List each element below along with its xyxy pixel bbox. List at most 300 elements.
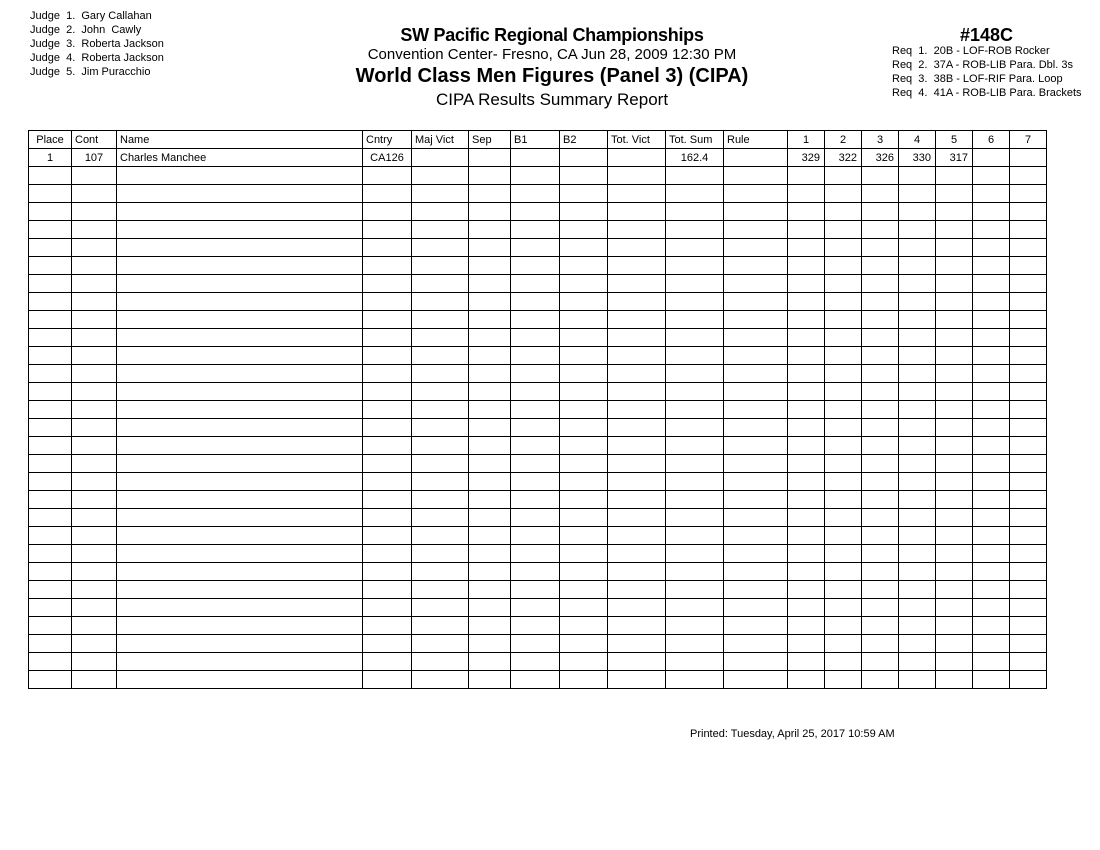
table-cell bbox=[1010, 329, 1047, 347]
table-cell bbox=[412, 671, 469, 689]
table-cell bbox=[788, 455, 825, 473]
judge-entry: Judge 5. Jim Puracchio bbox=[30, 66, 151, 78]
table-cell bbox=[899, 275, 936, 293]
table-cell bbox=[117, 563, 363, 581]
table-cell bbox=[899, 257, 936, 275]
table-row bbox=[29, 455, 1047, 473]
table-cell bbox=[666, 419, 724, 437]
table-cell bbox=[363, 203, 412, 221]
table-cell bbox=[724, 527, 788, 545]
table-cell bbox=[29, 221, 72, 239]
column-header: Rule bbox=[724, 131, 788, 149]
table-cell bbox=[511, 635, 560, 653]
table-cell bbox=[1010, 257, 1047, 275]
results-table bbox=[28, 130, 1047, 689]
table-cell bbox=[788, 203, 825, 221]
table-cell bbox=[412, 185, 469, 203]
table-cell bbox=[899, 563, 936, 581]
table-cell bbox=[511, 221, 560, 239]
table-cell bbox=[608, 293, 666, 311]
table-cell bbox=[666, 671, 724, 689]
table-cell bbox=[862, 221, 899, 239]
table-cell bbox=[724, 545, 788, 563]
table-cell bbox=[862, 437, 899, 455]
table-cell bbox=[724, 473, 788, 491]
table-cell bbox=[363, 527, 412, 545]
table-cell bbox=[29, 257, 72, 275]
table-cell bbox=[117, 491, 363, 509]
table-cell bbox=[560, 221, 608, 239]
table-cell bbox=[788, 185, 825, 203]
table-row bbox=[29, 365, 1047, 383]
table-cell bbox=[973, 401, 1010, 419]
column-header: 1 bbox=[788, 131, 825, 149]
table-cell bbox=[560, 383, 608, 401]
table-cell bbox=[724, 419, 788, 437]
table-cell bbox=[973, 311, 1010, 329]
table-row bbox=[29, 329, 1047, 347]
table-cell bbox=[788, 293, 825, 311]
requirement-entry: Req 1. 20B - LOF-ROB Rocker bbox=[892, 45, 1050, 57]
table-cell bbox=[29, 509, 72, 527]
table-cell bbox=[29, 365, 72, 383]
table-cell bbox=[899, 671, 936, 689]
table-cell bbox=[724, 185, 788, 203]
table-cell bbox=[560, 293, 608, 311]
table-cell bbox=[825, 221, 862, 239]
table-cell bbox=[724, 365, 788, 383]
table-cell bbox=[1010, 671, 1047, 689]
table-cell bbox=[560, 563, 608, 581]
table-cell bbox=[117, 527, 363, 545]
table-cell bbox=[412, 293, 469, 311]
table-cell bbox=[363, 581, 412, 599]
table-cell bbox=[1010, 383, 1047, 401]
table-cell bbox=[936, 599, 973, 617]
table-cell bbox=[412, 275, 469, 293]
table-cell bbox=[862, 329, 899, 347]
table-cell bbox=[724, 347, 788, 365]
table-cell: 1 bbox=[29, 149, 72, 167]
table-cell bbox=[469, 509, 511, 527]
table-cell bbox=[1010, 239, 1047, 257]
table-cell bbox=[29, 581, 72, 599]
table-cell bbox=[862, 509, 899, 527]
table-cell bbox=[608, 617, 666, 635]
table-cell bbox=[666, 599, 724, 617]
table-cell bbox=[724, 581, 788, 599]
table-cell bbox=[724, 293, 788, 311]
table-cell bbox=[363, 311, 412, 329]
table-cell bbox=[1010, 293, 1047, 311]
table-cell bbox=[412, 653, 469, 671]
table-cell bbox=[29, 437, 72, 455]
table-cell bbox=[511, 347, 560, 365]
table-cell bbox=[72, 239, 117, 257]
table-cell bbox=[511, 257, 560, 275]
table-cell bbox=[788, 617, 825, 635]
table-cell bbox=[608, 491, 666, 509]
table-cell bbox=[560, 671, 608, 689]
table-row bbox=[29, 221, 1047, 239]
table-cell bbox=[412, 509, 469, 527]
table-cell bbox=[666, 167, 724, 185]
table-cell bbox=[936, 437, 973, 455]
table-cell bbox=[29, 455, 72, 473]
table-cell bbox=[973, 221, 1010, 239]
table-cell bbox=[117, 293, 363, 311]
table-cell bbox=[788, 311, 825, 329]
table-cell bbox=[117, 257, 363, 275]
printed-timestamp: Printed: Tuesday, April 25, 2017 10:59 AM bbox=[690, 728, 895, 740]
table-cell bbox=[608, 455, 666, 473]
table-cell bbox=[29, 599, 72, 617]
table-cell bbox=[560, 257, 608, 275]
table-cell bbox=[363, 599, 412, 617]
event-number: #148C bbox=[960, 25, 1014, 45]
table-cell bbox=[363, 365, 412, 383]
table-cell bbox=[862, 401, 899, 419]
table-cell bbox=[363, 473, 412, 491]
table-cell bbox=[666, 365, 724, 383]
table-cell bbox=[511, 203, 560, 221]
table-cell bbox=[469, 419, 511, 437]
table-cell bbox=[608, 671, 666, 689]
table-cell bbox=[560, 311, 608, 329]
table-cell bbox=[724, 617, 788, 635]
table-cell bbox=[72, 635, 117, 653]
table-cell bbox=[862, 347, 899, 365]
table-cell bbox=[788, 401, 825, 419]
table-cell bbox=[666, 275, 724, 293]
table-cell bbox=[1010, 275, 1047, 293]
table-cell bbox=[469, 545, 511, 563]
table-cell bbox=[666, 239, 724, 257]
table-cell bbox=[412, 599, 469, 617]
table-cell bbox=[469, 185, 511, 203]
table-cell: 329 bbox=[788, 149, 825, 167]
table-cell bbox=[412, 203, 469, 221]
table-cell bbox=[973, 149, 1010, 167]
table-cell bbox=[363, 275, 412, 293]
table-cell bbox=[666, 347, 724, 365]
table-cell bbox=[724, 311, 788, 329]
table-cell bbox=[608, 473, 666, 491]
table-cell bbox=[899, 635, 936, 653]
table-cell bbox=[666, 293, 724, 311]
table-cell bbox=[469, 437, 511, 455]
table-cell bbox=[973, 527, 1010, 545]
table-cell bbox=[469, 527, 511, 545]
table-cell bbox=[72, 311, 117, 329]
table-cell bbox=[724, 329, 788, 347]
table-cell bbox=[973, 653, 1010, 671]
table-cell bbox=[511, 275, 560, 293]
table-cell bbox=[412, 347, 469, 365]
table-cell bbox=[936, 491, 973, 509]
table-cell bbox=[117, 383, 363, 401]
table-cell bbox=[973, 239, 1010, 257]
table-cell bbox=[666, 653, 724, 671]
table-cell bbox=[29, 671, 72, 689]
table-cell bbox=[862, 383, 899, 401]
table-cell bbox=[788, 239, 825, 257]
column-header: Tot. Sum bbox=[666, 131, 724, 149]
table-cell bbox=[724, 239, 788, 257]
table-cell bbox=[936, 185, 973, 203]
table-cell bbox=[862, 491, 899, 509]
table-cell bbox=[862, 653, 899, 671]
table-cell bbox=[899, 581, 936, 599]
table-cell bbox=[608, 365, 666, 383]
table-cell bbox=[469, 257, 511, 275]
table-cell bbox=[608, 599, 666, 617]
table-cell bbox=[29, 527, 72, 545]
table-row bbox=[29, 383, 1047, 401]
table-row bbox=[29, 185, 1047, 203]
table-cell bbox=[973, 455, 1010, 473]
column-header: B2 bbox=[560, 131, 608, 149]
table-cell bbox=[608, 401, 666, 419]
table-cell bbox=[724, 383, 788, 401]
table-cell bbox=[511, 401, 560, 419]
column-header: 5 bbox=[936, 131, 973, 149]
table-cell bbox=[862, 581, 899, 599]
table-cell bbox=[973, 599, 1010, 617]
table-cell bbox=[862, 293, 899, 311]
table-row bbox=[29, 563, 1047, 581]
table-cell bbox=[788, 347, 825, 365]
table-cell bbox=[469, 293, 511, 311]
table-cell bbox=[560, 275, 608, 293]
table-cell bbox=[788, 257, 825, 275]
table-cell bbox=[973, 545, 1010, 563]
table-cell bbox=[363, 653, 412, 671]
table-cell bbox=[363, 167, 412, 185]
table-cell bbox=[724, 599, 788, 617]
table-cell bbox=[511, 239, 560, 257]
table-cell bbox=[412, 527, 469, 545]
table-cell bbox=[117, 509, 363, 527]
table-cell bbox=[469, 347, 511, 365]
table-cell bbox=[724, 221, 788, 239]
table-cell bbox=[724, 275, 788, 293]
table-cell bbox=[469, 149, 511, 167]
table-cell bbox=[560, 509, 608, 527]
table-cell bbox=[666, 473, 724, 491]
table-row bbox=[29, 635, 1047, 653]
table-cell bbox=[666, 581, 724, 599]
table-cell bbox=[899, 311, 936, 329]
table-cell bbox=[608, 275, 666, 293]
table-cell bbox=[825, 167, 862, 185]
table-cell bbox=[608, 563, 666, 581]
report-title: CIPA Results Summary Report bbox=[435, 90, 669, 109]
table-cell bbox=[825, 491, 862, 509]
table-cell bbox=[899, 437, 936, 455]
table-cell bbox=[724, 401, 788, 419]
table-cell bbox=[788, 635, 825, 653]
table-cell bbox=[1010, 185, 1047, 203]
table-cell bbox=[412, 617, 469, 635]
table-cell bbox=[899, 509, 936, 527]
table-cell bbox=[899, 401, 936, 419]
table-cell bbox=[412, 455, 469, 473]
table-cell bbox=[511, 671, 560, 689]
table-cell bbox=[511, 185, 560, 203]
table-cell bbox=[899, 653, 936, 671]
table-cell bbox=[72, 671, 117, 689]
table-row bbox=[29, 599, 1047, 617]
table-cell bbox=[788, 563, 825, 581]
table-cell bbox=[1010, 311, 1047, 329]
table-cell bbox=[862, 419, 899, 437]
table-row bbox=[29, 581, 1047, 599]
table-cell bbox=[666, 635, 724, 653]
column-header: 2 bbox=[825, 131, 862, 149]
table-cell bbox=[363, 347, 412, 365]
table-cell bbox=[1010, 347, 1047, 365]
table-cell bbox=[724, 149, 788, 167]
table-cell bbox=[1010, 167, 1047, 185]
table-cell bbox=[724, 635, 788, 653]
table-cell bbox=[117, 581, 363, 599]
table-cell bbox=[724, 203, 788, 221]
table-cell bbox=[936, 671, 973, 689]
table-cell bbox=[1010, 491, 1047, 509]
table-cell bbox=[469, 671, 511, 689]
table-cell bbox=[560, 329, 608, 347]
table-row bbox=[29, 293, 1047, 311]
table-row bbox=[29, 419, 1047, 437]
table-row bbox=[29, 275, 1047, 293]
table-cell bbox=[825, 473, 862, 491]
table-cell bbox=[788, 491, 825, 509]
table-cell bbox=[825, 275, 862, 293]
table-cell bbox=[1010, 617, 1047, 635]
table-cell bbox=[608, 635, 666, 653]
table-cell bbox=[29, 203, 72, 221]
table-row bbox=[29, 203, 1047, 221]
table-cell bbox=[936, 347, 973, 365]
table-cell bbox=[511, 491, 560, 509]
table-cell bbox=[724, 671, 788, 689]
table-cell bbox=[29, 383, 72, 401]
table-cell bbox=[788, 509, 825, 527]
table-cell bbox=[511, 329, 560, 347]
table-cell bbox=[469, 329, 511, 347]
table-cell bbox=[363, 635, 412, 653]
table-cell bbox=[936, 311, 973, 329]
table-cell bbox=[862, 599, 899, 617]
table-cell bbox=[973, 473, 1010, 491]
table-cell bbox=[899, 239, 936, 257]
table-cell bbox=[1010, 563, 1047, 581]
table-cell bbox=[862, 257, 899, 275]
table-cell bbox=[825, 419, 862, 437]
table-cell bbox=[973, 491, 1010, 509]
table-row bbox=[29, 671, 1047, 689]
table-row bbox=[29, 545, 1047, 563]
table-cell bbox=[469, 473, 511, 491]
column-header: 3 bbox=[862, 131, 899, 149]
column-header: Sep bbox=[469, 131, 511, 149]
table-cell bbox=[1010, 149, 1047, 167]
table-row bbox=[29, 149, 1047, 167]
table-cell bbox=[29, 617, 72, 635]
table-cell bbox=[412, 563, 469, 581]
table-cell bbox=[936, 383, 973, 401]
table-cell bbox=[560, 239, 608, 257]
table-cell bbox=[862, 563, 899, 581]
table-cell bbox=[1010, 473, 1047, 491]
table-cell bbox=[825, 203, 862, 221]
table-cell bbox=[363, 455, 412, 473]
table-cell bbox=[363, 383, 412, 401]
table-cell bbox=[825, 671, 862, 689]
table-cell bbox=[412, 329, 469, 347]
table-cell bbox=[1010, 527, 1047, 545]
table-cell bbox=[72, 509, 117, 527]
category-title: World Class Men Figures (Panel 3) (CIPA) bbox=[355, 65, 749, 87]
table-cell bbox=[862, 203, 899, 221]
table-cell bbox=[72, 383, 117, 401]
table-cell bbox=[936, 635, 973, 653]
table-cell bbox=[608, 329, 666, 347]
table-row bbox=[29, 617, 1047, 635]
table-row bbox=[29, 311, 1047, 329]
table-body bbox=[29, 149, 1047, 689]
table-cell bbox=[825, 437, 862, 455]
table-cell bbox=[72, 491, 117, 509]
table-cell bbox=[666, 257, 724, 275]
table-cell bbox=[1010, 419, 1047, 437]
table-cell bbox=[72, 293, 117, 311]
table-cell bbox=[560, 617, 608, 635]
table-cell bbox=[117, 365, 363, 383]
table-cell: CA126 bbox=[363, 149, 412, 167]
table-cell bbox=[666, 185, 724, 203]
table-cell bbox=[899, 293, 936, 311]
table-cell bbox=[1010, 599, 1047, 617]
table-cell bbox=[666, 545, 724, 563]
table-cell bbox=[29, 653, 72, 671]
table-cell bbox=[469, 491, 511, 509]
requirement-entry: Req 4. 41A - ROB-LIB Para. Brackets bbox=[892, 87, 1082, 99]
table-cell bbox=[560, 545, 608, 563]
requirement-entry: Req 3. 38B - LOF-RIF Para. Loop bbox=[892, 73, 1063, 85]
table-cell bbox=[973, 437, 1010, 455]
table-cell bbox=[862, 455, 899, 473]
table-cell bbox=[862, 545, 899, 563]
table-cell bbox=[117, 545, 363, 563]
table-cell bbox=[899, 599, 936, 617]
table-cell bbox=[469, 617, 511, 635]
table-cell bbox=[117, 329, 363, 347]
table-cell bbox=[899, 347, 936, 365]
table-cell bbox=[511, 365, 560, 383]
table-cell bbox=[560, 599, 608, 617]
table-cell bbox=[1010, 509, 1047, 527]
table-cell bbox=[511, 149, 560, 167]
table-cell bbox=[412, 167, 469, 185]
table-cell bbox=[936, 167, 973, 185]
requirement-entry: Req 2. 37A - ROB-LIB Para. Dbl. 3s bbox=[892, 59, 1073, 71]
table-cell bbox=[862, 311, 899, 329]
table-cell bbox=[788, 275, 825, 293]
table-cell bbox=[1010, 365, 1047, 383]
table-cell bbox=[412, 239, 469, 257]
